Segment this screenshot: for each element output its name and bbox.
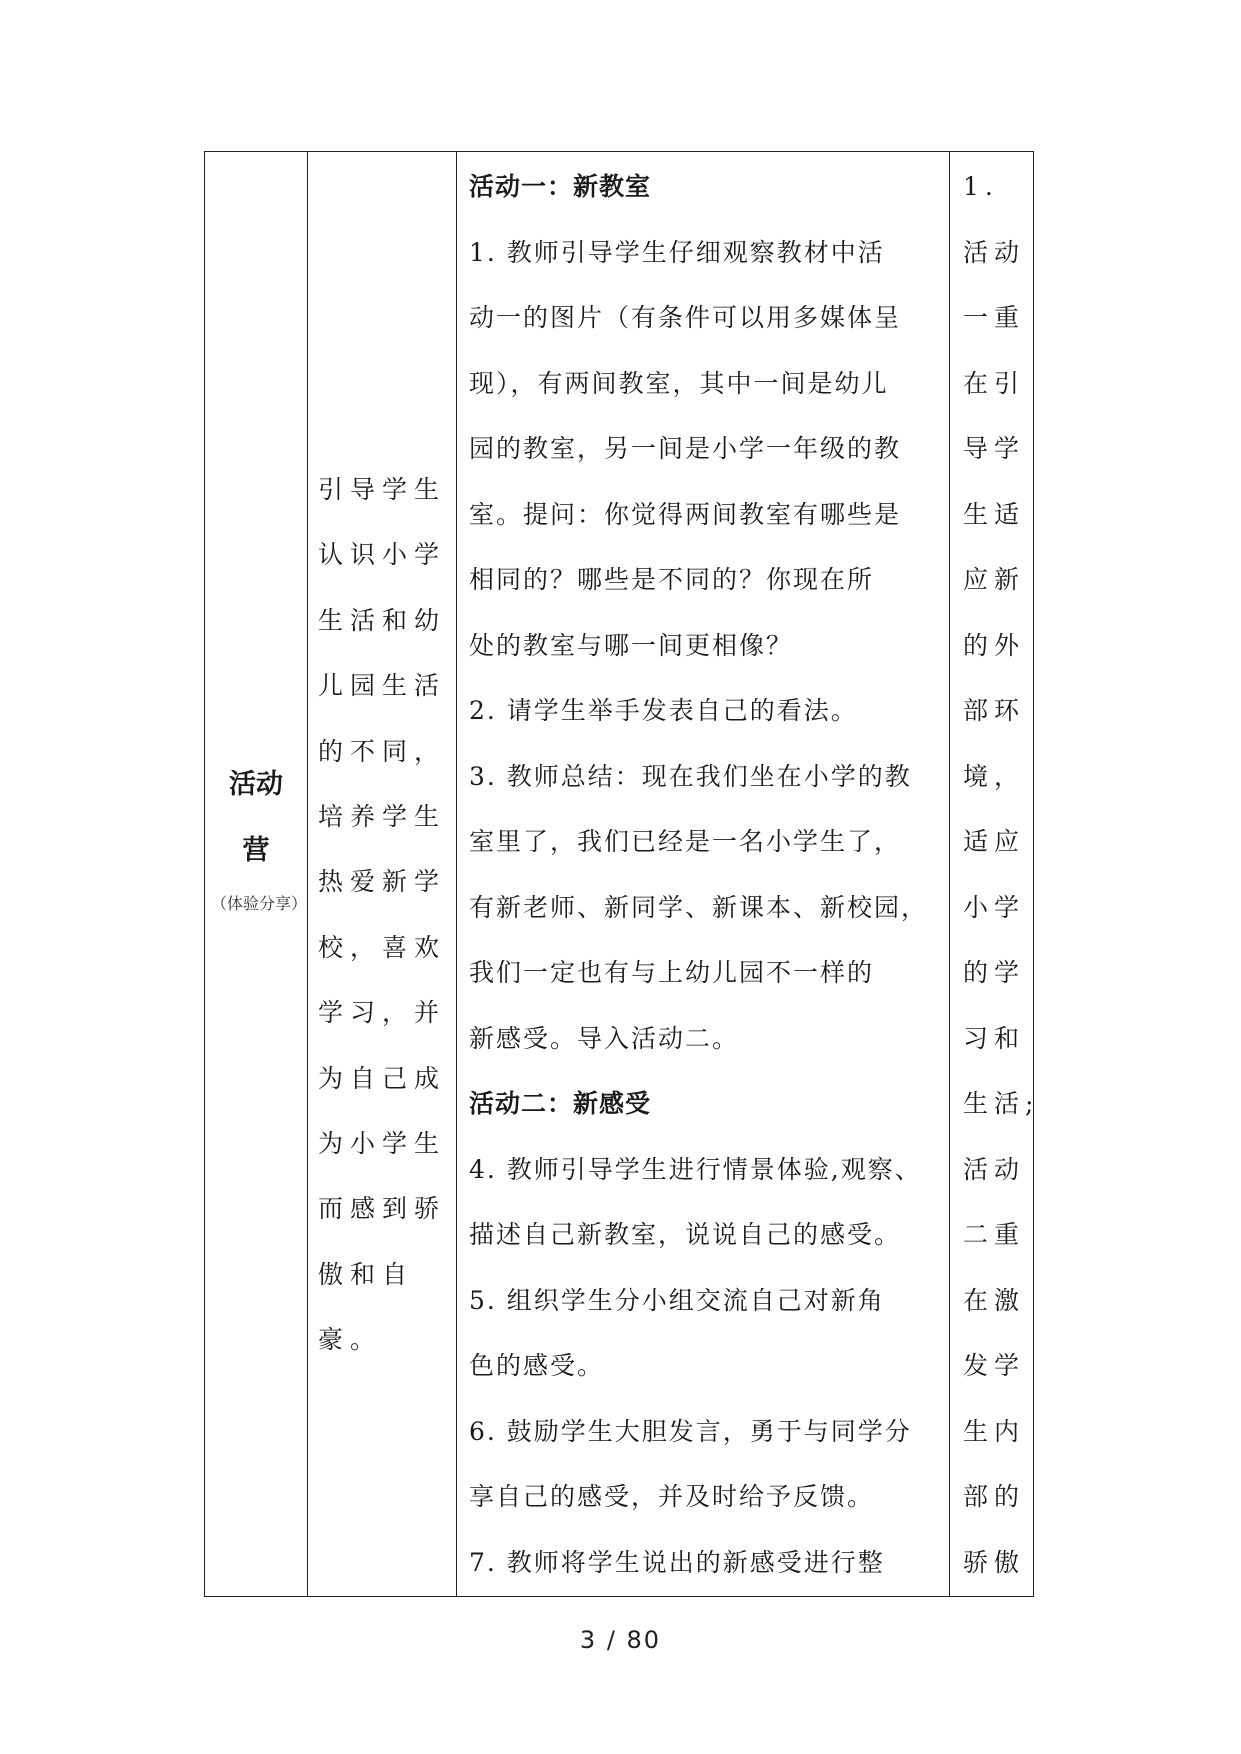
note-line: 骄傲 [963,1547,1026,1577]
note-line: 生活; [963,1089,1040,1118]
notes-column [950,152,1040,1596]
section-subtitle: （体验分享） [211,894,308,913]
content-line: 处的教室与哪一间更相像？ [469,630,794,660]
section-column [205,152,308,1596]
content-cell [469,154,944,1595]
content-line: 1. 教师引导学生仔细观察教材中活 [469,237,885,267]
objective-text: 引导学生认识小学生活和幼儿园生活的不同，培养学生热爱新学校，喜欢学习，并为自己成为小学生而感到骄傲和自豪。 [318,475,447,1355]
content-line: 园的教室，另一间是小学一年级的教 [469,434,902,463]
content-line: 有新老师、新同学、新课本、新校园， [469,892,929,922]
content-line: 享自己的感受，并及时给予反馈。 [469,1482,875,1511]
content-line: 室。提问：你觉得两间教室有哪些是 [469,499,902,529]
activity-heading: 活动一：新教室 [469,172,652,201]
note-line: 生适 [963,499,1026,529]
content-line: 新感受。导入活动二。 [469,1023,740,1053]
note-line: 部的 [963,1482,1026,1511]
note-line: 活动 [963,237,1026,267]
section-title-line1: 活动 [229,769,283,800]
note-line: 的外 [963,630,1026,660]
note-line: 习和 [963,1023,1026,1053]
note-line: 适应 [963,827,1026,856]
note-line: 发学 [963,1351,1026,1380]
content-line: 5. 组织学生分小组交流自己对新角 [469,1285,885,1315]
content-line: 7. 教师将学生说出的新感受进行整 [469,1547,885,1577]
content-line: 3. 教师总结：现在我们坐在小学的教 [469,761,912,791]
note-line: 应新 [963,565,1026,594]
section-title-line2: 营 [242,835,270,866]
note-line: 在激 [963,1285,1026,1315]
page-number: 3 / 80 [579,1626,662,1654]
content-column [457,152,950,1596]
lesson-table [204,151,1040,1597]
content-line: 6. 鼓励学生大胆发言，勇于与同学分 [469,1416,912,1446]
section-title [205,752,307,884]
note-line: 生内 [963,1416,1026,1446]
content-line: 现），有两间教室，其中一间是幼儿 [469,368,889,398]
activity-heading: 活动二：新感受 [469,1089,652,1118]
note-line: 导学 [963,434,1026,463]
content-line: 4. 教师引导学生进行情景体验,观察、 [469,1154,922,1184]
notes-cell [963,154,1040,1595]
content-line: 相同的？哪些是不同的？你现在所 [469,565,875,594]
content-line: 动一的图片（有条件可以用多媒体呈 [469,303,902,332]
content-line: 室里了，我们已经是一名小学生了， [469,827,902,856]
note-line: 二重 [963,1220,1026,1249]
content-line: 色的感受。 [469,1351,605,1380]
note-line: 部环 [963,696,1026,725]
content-line: 描述自己新教室，说说自己的感受。 [469,1220,902,1249]
content-line: 2. 请学生举手发表自己的看法。 [469,696,858,725]
note-line: 在引 [963,368,1026,398]
note-line: 小学 [963,892,1026,922]
note-line: 活动 [963,1154,1026,1184]
note-line: 境， [963,761,1026,791]
note-line: 1. [963,172,999,201]
note-line: 一重 [963,303,1026,332]
content-line: 我们一定也有与上幼儿园不一样的 [469,958,875,987]
note-line: 的学 [963,958,1026,987]
objective-column [308,152,457,1596]
